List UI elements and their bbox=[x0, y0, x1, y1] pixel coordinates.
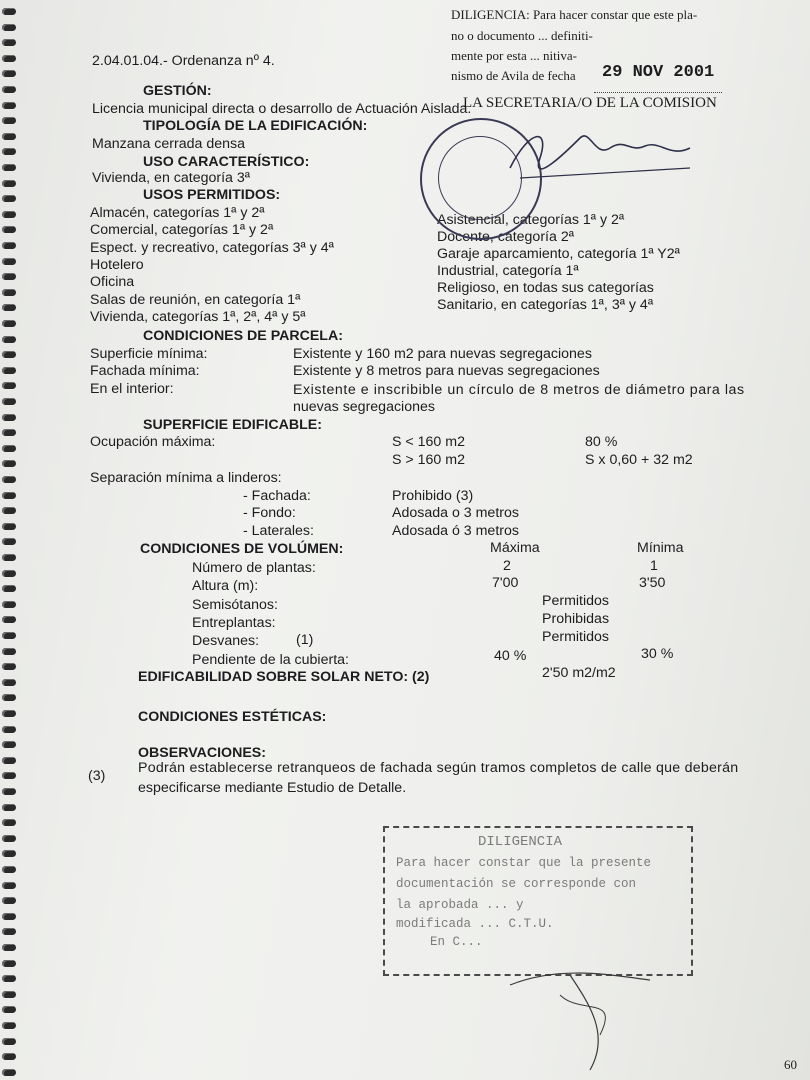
spiral-ring bbox=[2, 1022, 16, 1029]
spiral-ring bbox=[2, 476, 16, 483]
observaciones-title: OBSERVACIONES: bbox=[138, 745, 266, 761]
spiral-ring bbox=[2, 757, 16, 764]
spiral-ring bbox=[2, 819, 16, 826]
semisotanos-label: Semisótanos: bbox=[192, 597, 278, 613]
volumen-col-min: Mínima bbox=[637, 540, 684, 556]
entreplantas-val: Prohibidas bbox=[542, 611, 610, 627]
pendiente-max: 40 % bbox=[494, 648, 527, 664]
spiral-ring bbox=[2, 117, 16, 124]
stamp-box-line-1: Para hacer constar que la presente bbox=[396, 856, 652, 870]
diligencia-line-1: DILIGENCIA: Para hacer constar que este pla- bbox=[451, 7, 698, 22]
signature-mark bbox=[500, 118, 700, 188]
spiral-ring bbox=[2, 960, 16, 967]
altura-label: Altura (m): bbox=[192, 578, 259, 594]
uso-left-1: Comercial, categorías 1ª y 2ª bbox=[90, 222, 274, 238]
spiral-ring bbox=[2, 1006, 16, 1013]
altura-min: 3'50 bbox=[639, 575, 666, 591]
spiral-ring bbox=[2, 772, 16, 779]
spiral-ring bbox=[2, 304, 16, 311]
parcela-value-0: Existente y 160 m2 para nuevas segregaciones bbox=[293, 346, 592, 362]
spiral-ring bbox=[2, 804, 16, 811]
plantas-max: 2 bbox=[503, 558, 511, 574]
spiral-ring bbox=[2, 367, 16, 374]
parcela-label-1: Fachada mínima: bbox=[90, 363, 200, 379]
diligencia-line-2: no o documento ... definiti- bbox=[451, 28, 593, 43]
ocupacion-cond-1: S < 160 m2 bbox=[392, 434, 465, 450]
spiral-ring bbox=[2, 492, 16, 499]
spiral-ring bbox=[2, 195, 16, 202]
spiral-ring bbox=[2, 850, 16, 857]
pendiente-label: Pendiente de la cubierta: bbox=[192, 652, 349, 668]
spiral-ring bbox=[2, 148, 16, 155]
spiral-ring bbox=[2, 320, 16, 327]
uso-right-5: Sanitario, en categorías 1ª, 3ª y 4ª bbox=[437, 297, 654, 313]
superficie-title: SUPERFICIE EDIFICABLE: bbox=[143, 417, 322, 433]
spiral-ring bbox=[2, 55, 16, 62]
spiral-ring bbox=[2, 226, 16, 233]
uso-left-5: Salas de reunión, en categoría 1ª bbox=[90, 292, 301, 308]
parcela-value-2: Existente e inscribible un círculo de 8 metros de diámetro para las bbox=[293, 382, 745, 398]
plantas-min: 1 bbox=[650, 558, 658, 574]
desvanes-label: Desvanes: bbox=[192, 633, 260, 649]
desvanes-val: Permitidos bbox=[542, 629, 610, 645]
bottom-signature-mark bbox=[500, 955, 680, 1075]
spiral-ring bbox=[2, 710, 16, 717]
fecha-underline bbox=[594, 92, 722, 93]
spiral-ring bbox=[2, 336, 16, 343]
lindero-label-2: - Laterales: bbox=[243, 523, 314, 539]
ocupacion-cond-2: S > 160 m2 bbox=[392, 452, 465, 468]
stamp-box-line-2: documentación se corresponde con bbox=[396, 877, 637, 891]
page-number: 60 bbox=[784, 1057, 797, 1072]
spiral-ring bbox=[2, 24, 16, 31]
uso-caracteristico-text: Vivienda, en categoría 3ª bbox=[92, 170, 251, 186]
spiral-ring bbox=[2, 507, 16, 514]
spiral-ring bbox=[2, 164, 16, 171]
pendiente-min: 30 % bbox=[641, 646, 674, 662]
uso-right-4: Religioso, en todas sus categorías bbox=[437, 280, 654, 296]
parcela-label-0: Superficie mínima: bbox=[90, 346, 208, 362]
parcela-value-1: Existente y 8 metros para nuevas segregaciones bbox=[293, 363, 600, 379]
spiral-ring bbox=[2, 554, 16, 561]
altura-max: 7'00 bbox=[492, 575, 519, 591]
uso-left-4: Oficina bbox=[90, 274, 135, 290]
parcela-label-2: En el interior: bbox=[90, 381, 174, 397]
uso-left-0: Almacén, categorías 1ª y 2ª bbox=[90, 205, 265, 221]
spiral-ring bbox=[2, 601, 16, 608]
plantas-label: Número de plantas: bbox=[192, 560, 316, 576]
spiral-ring bbox=[2, 382, 16, 389]
ocupacion-val-2: S x 0,60 + 32 m2 bbox=[585, 452, 693, 468]
spiral-ring bbox=[2, 1069, 16, 1076]
stamp-box-line-3: la aprobada ... y bbox=[396, 898, 524, 912]
spiral-ring bbox=[2, 663, 16, 670]
desvanes-note: (1) bbox=[296, 632, 314, 648]
diligencia-fecha: 29 NOV 2001 bbox=[602, 63, 715, 82]
separacion-label: Separación mínima a linderos: bbox=[90, 470, 282, 486]
spiral-ring bbox=[2, 258, 16, 265]
spiral-ring bbox=[2, 928, 16, 935]
spiral-ring bbox=[2, 694, 16, 701]
spiral-ring bbox=[2, 741, 16, 748]
spiral-binding bbox=[0, 0, 22, 1080]
edificabilidad-value: 2'50 m2/m2 bbox=[542, 665, 616, 681]
diligencia-line-3: mente por esta ... nitiva- bbox=[451, 48, 577, 63]
entreplantas-label: Entreplantas: bbox=[192, 615, 276, 631]
secretaria-label: LA SECRETARIA/O DE LA COMISION bbox=[463, 95, 717, 111]
spiral-ring bbox=[2, 398, 16, 405]
spiral-ring bbox=[2, 648, 16, 655]
spiral-ring bbox=[2, 523, 16, 530]
spiral-ring bbox=[2, 180, 16, 187]
spiral-ring bbox=[2, 70, 16, 77]
spiral-ring bbox=[2, 211, 16, 218]
spiral-ring bbox=[2, 39, 16, 46]
spiral-ring bbox=[2, 351, 16, 358]
spiral-ring bbox=[2, 1053, 16, 1060]
gestion-title: GESTIÓN: bbox=[143, 83, 212, 99]
volumen-col-max: Máxima bbox=[490, 540, 540, 556]
spiral-ring bbox=[2, 429, 16, 436]
spiral-ring bbox=[2, 788, 16, 795]
spiral-ring bbox=[2, 273, 16, 280]
diligencia-line-4: nismo de Avila de fecha bbox=[451, 68, 576, 83]
gestion-text: Licencia municipal directa o desarrollo de Actuación Aislada. bbox=[92, 101, 472, 117]
spiral-ring bbox=[2, 133, 16, 140]
stamp-box-line-4: modificada ... C.T.U. bbox=[396, 917, 554, 931]
uso-left-3: Hotelero bbox=[90, 257, 144, 273]
spiral-ring bbox=[2, 866, 16, 873]
spiral-ring bbox=[2, 679, 16, 686]
spiral-ring bbox=[2, 1038, 16, 1045]
parcela-title: CONDICIONES DE PARCELA: bbox=[143, 328, 343, 344]
tipologia-text: Manzana cerrada densa bbox=[92, 136, 246, 152]
spiral-ring bbox=[2, 538, 16, 545]
semisotanos-val: Permitidos bbox=[542, 593, 610, 609]
uso-left-2: Espect. y recreativo, categorías 3ª y 4ª bbox=[90, 240, 334, 256]
lindero-value-2: Adosada ó 3 metros bbox=[392, 523, 519, 539]
spiral-ring bbox=[2, 975, 16, 982]
volumen-title: CONDICIONES DE VOLÚMEN: bbox=[140, 541, 344, 557]
spiral-ring bbox=[2, 726, 16, 733]
spiral-ring bbox=[2, 882, 16, 889]
spiral-ring bbox=[2, 897, 16, 904]
spiral-ring bbox=[2, 835, 16, 842]
uso-right-2: Garaje aparcamiento, categoría 1ª Y2ª bbox=[437, 246, 680, 262]
uso-right-1: Docente, categoría 2ª bbox=[437, 229, 574, 245]
observaciones-line-1: Podrán establecerse retranqueos de fachada según tramos completos de calle que deberán bbox=[138, 760, 739, 776]
ordenanza-title: 2.04.01.04.- Ordenanza nº 4. bbox=[92, 53, 275, 69]
uso-right-3: Industrial, categoría 1ª bbox=[437, 263, 579, 279]
lindero-value-0: Prohibido (3) bbox=[392, 488, 474, 504]
spiral-ring bbox=[2, 445, 16, 452]
spiral-ring bbox=[2, 242, 16, 249]
stamp-box-line-0: DILIGENCIA bbox=[478, 834, 563, 850]
spiral-ring bbox=[2, 616, 16, 623]
tipologia-title: TIPOLOGÍA DE LA EDIFICACIÓN: bbox=[143, 118, 368, 134]
spiral-ring bbox=[2, 632, 16, 639]
esteticas-title: CONDICIONES ESTÉTICAS: bbox=[138, 709, 327, 725]
spiral-ring bbox=[2, 460, 16, 467]
ocupacion-val-1: 80 % bbox=[585, 434, 618, 450]
observaciones-num: (3) bbox=[88, 768, 106, 784]
spiral-ring bbox=[2, 102, 16, 109]
edificabilidad-label: EDIFICABILIDAD SOBRE SOLAR NETO: (2) bbox=[138, 669, 430, 685]
spiral-ring bbox=[2, 991, 16, 998]
usos-permitidos-title: USOS PERMITIDOS: bbox=[143, 187, 281, 203]
spiral-ring bbox=[2, 585, 16, 592]
lindero-label-1: - Fondo: bbox=[243, 505, 296, 521]
spiral-ring bbox=[2, 913, 16, 920]
stamp-box-line-5: En C... bbox=[430, 935, 483, 949]
spiral-ring bbox=[2, 289, 16, 296]
observaciones-line-2: especificarse mediante Estudio de Detalle. bbox=[138, 780, 407, 796]
parcela-interior-cont: nuevas segregaciones bbox=[293, 399, 435, 415]
spiral-ring bbox=[2, 570, 16, 577]
lindero-value-1: Adosada o 3 metros bbox=[392, 505, 519, 521]
uso-right-0: Asistencial, categorías 1ª y 2ª bbox=[437, 212, 625, 228]
lindero-label-0: - Fachada: bbox=[243, 488, 311, 504]
uso-caracteristico-title: USO CARACTERÍSTICO: bbox=[143, 154, 310, 170]
spiral-ring bbox=[2, 86, 16, 93]
uso-left-6: Vivienda, categorías 1ª, 2ª, 4ª y 5ª bbox=[90, 309, 306, 325]
spiral-ring bbox=[2, 944, 16, 951]
spiral-ring bbox=[2, 414, 16, 421]
ocupacion-label: Ocupación máxima: bbox=[90, 434, 216, 450]
spiral-ring bbox=[2, 8, 16, 15]
